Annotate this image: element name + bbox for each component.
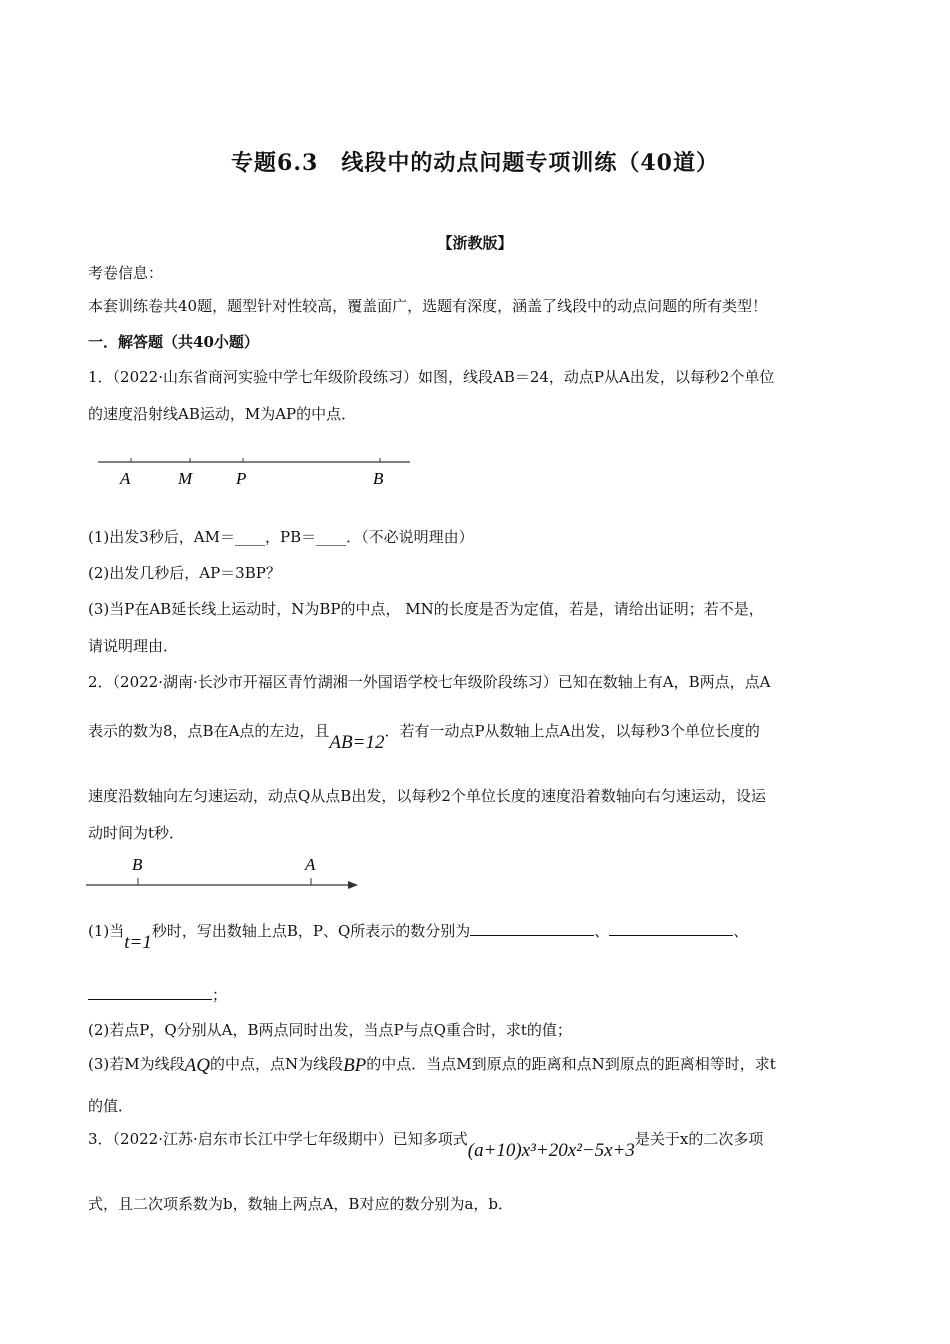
q2-line2-post: ．若有一动点P从数轴上点A出发，以每秒3个单位长度的 xyxy=(384,722,760,740)
q2-label-b: B xyxy=(132,855,143,874)
q2-blank-2 xyxy=(609,921,733,936)
q3-line1-post: 是关于x的二次多项 xyxy=(634,1130,764,1148)
q2-part3-post: 的中点．当点M到原点的距离和点N到原点的距离相等时，求t xyxy=(366,1055,776,1073)
q1-segment-figure xyxy=(90,448,420,490)
q2-part3-mid: 的中点，点N为线段 xyxy=(209,1055,344,1073)
q1-line2: 的速度沿射线AB运动，M为AP的中点． xyxy=(88,405,357,423)
q2-line2-pre: 表示的数为8，点B在A点的左边，且 xyxy=(88,722,330,740)
q2-segment-aq: AQ xyxy=(184,1055,210,1076)
q2-number-line-figure xyxy=(86,852,366,894)
info-label: 考卷信息： xyxy=(88,264,164,282)
q3-line1-pre: 3．（2022·江苏·启东市长江中学七年级期中）已知多项式 xyxy=(88,1130,468,1148)
q2-line4: 动时间为t秒． xyxy=(88,824,185,842)
q2-t-equation: t=1 xyxy=(124,932,152,953)
q2-part3 xyxy=(88,1053,776,1075)
q2-part1-pre: (1)当 xyxy=(88,922,125,940)
q1-label-p: P xyxy=(236,469,247,488)
q3-polynomial: (a+10)x³+20x²−5x+3 xyxy=(467,1140,635,1161)
q2-line1: 2．（2022·湖南·长沙市开福区青竹湖湘一外国语学校七年级阶段练习）已知在数轴上有A，B两点，点A xyxy=(88,673,771,691)
q1-label-b: B xyxy=(373,469,384,488)
q2-part1 xyxy=(88,920,749,953)
q2-blank-1 xyxy=(470,921,594,936)
q2-line2 xyxy=(88,720,760,753)
q2-sep-1: 、 xyxy=(594,922,610,940)
q1-part1: (1)出发3秒后，AM＝____，PB＝____．（不必说明理由） xyxy=(88,528,474,546)
q1-line1: 1．（2022·山东省商河实验中学七年级阶段练习）如图，线段AB＝24，动点P从A出发，以每秒2个单位 xyxy=(88,368,775,386)
q2-sep-2: 、 xyxy=(733,922,749,940)
q1-part2: (2)出发几秒后，AP＝3BP？ xyxy=(88,564,281,582)
q1-part3-line1: (3)当P在AB延长线上运动时，N为BP的中点， MN的长度是否为定值，若是，请给出证明；若不是， xyxy=(88,600,764,618)
q2-blank-3 xyxy=(88,985,212,1000)
q2-part1-line2 xyxy=(88,984,227,1005)
edition-label: 【浙教版】 xyxy=(437,234,513,252)
page-title: 专题6.3 线段中的动点问题专项训练（40道） xyxy=(231,150,719,176)
q2-part3-line2: 的值． xyxy=(88,1097,134,1115)
info-text: 本套训练卷共40题，题型针对性较高，覆盖面广，选题有深度，涵盖了线段中的动点问题的所有类型！ xyxy=(88,297,768,315)
q1-label-a: A xyxy=(120,469,131,488)
section-heading: 一．解答题（共40小题） xyxy=(88,333,259,351)
q2-line3: 速度沿数轴向左匀速运动，动点Q从点B出发，以每秒2个单位长度的速度沿着数轴向右匀速运动，设运 xyxy=(88,787,766,805)
q1-part3-line2: 请说明理由． xyxy=(88,637,179,655)
q3-line1 xyxy=(88,1128,764,1161)
q3-line2: 式，且二次项系数为b，数轴上两点A，B对应的数分别为a，b． xyxy=(88,1195,514,1213)
q2-label-a: A xyxy=(305,855,316,874)
q2-part2: (2)若点P，Q分别从A，B两点同时出发，当点P与点Q重合时，求t的值； xyxy=(88,1021,572,1039)
q1-label-m: M xyxy=(178,469,193,488)
q2-part3-pre: (3)若M为线段 xyxy=(88,1055,185,1073)
q2-part1-post: 秒时，写出数轴上点B，P、Q所表示的数分别为 xyxy=(151,922,471,940)
q2-part1-end: ； xyxy=(212,986,228,1004)
q2-axis-arrow-icon xyxy=(348,881,358,889)
q2-segment-bp: BP xyxy=(343,1055,367,1076)
q2-ab-equation: AB=12 xyxy=(329,732,385,753)
